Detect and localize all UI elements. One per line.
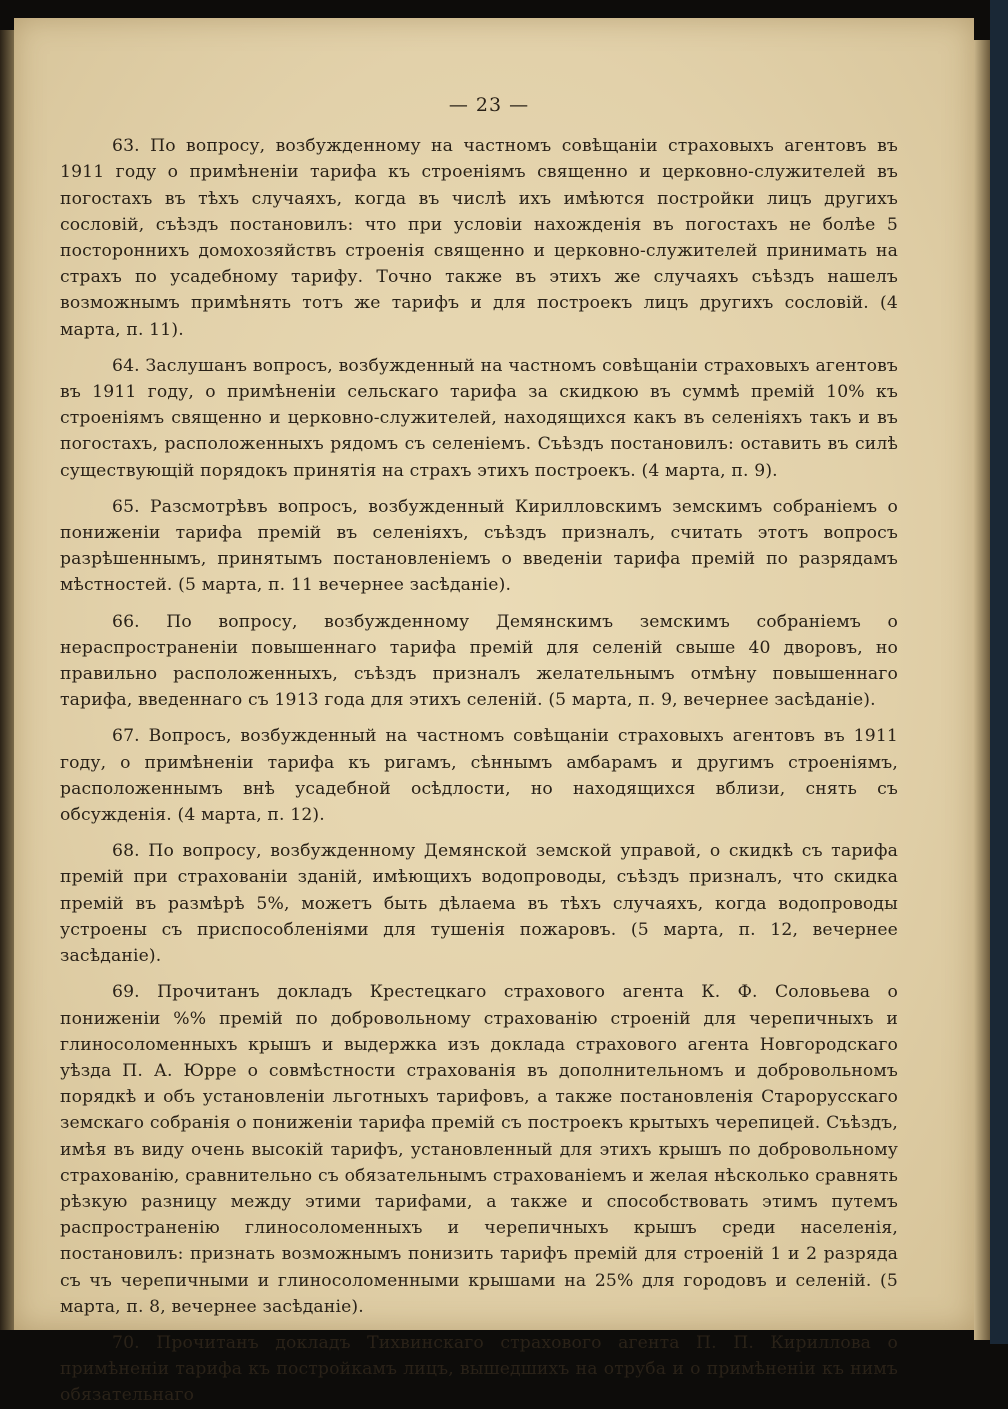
paragraph-67: 67. Вопросъ, возбужденный на частномъ совѣщаніи страховыхъ агентовъ въ 1911 году, о примѣненіи тарифа къ ригамъ, сѣннымъ амбарамъ и другимъ строеніямъ, расположеннымъ внѣ усадебной осѣдлости, но находящихся вблизи, снять съ обсужденія. (4 марта, п. 12). xyxy=(60,726,898,826)
paragraph-65: 65. Разсмотрѣвъ вопросъ, возбужденный Кирилловскимъ земскимъ собраніемъ о пониженіи тарифа премій въ селеніяхъ, съѣздъ призналъ, считать этотъ вопросъ разрѣшеннымъ, принятымъ постановленіемъ о введеніи тарифа премій по разрядамъ мѣстностей. (5 марта, п. 11 вечернее засѣданіе). xyxy=(60,496,898,596)
page-content xyxy=(60,92,898,1409)
book-spine xyxy=(990,0,1008,1344)
paragraph-64: 64. Заслушанъ вопросъ, возбужденный на частномъ совѣщаніи страховыхъ агентовъ въ 1911 году, о примѣненіи сельскаго тарифа за скидкою въ суммѣ премій 10% къ строеніямъ священно и церковно-служителей, находящихся какъ въ селеніяхъ такъ и въ погостахъ, расположенныхъ рядомъ съ селеніемъ. Съѣздъ постановилъ: оставить въ силѣ существующій порядокъ принятія на страхъ этихъ построекъ. (4 марта, п. 9). xyxy=(60,355,898,481)
paragraph-70: 70. Прочитанъ докладъ Тихвинскаго страхового агента П. П. Кириллова о примѣненіи тарифа къ постройкамъ лицъ, вышедшихъ на отруба и о примѣненіи къ нимъ обязательнаго xyxy=(60,1332,898,1406)
paragraph-63: 63. По вопросу, возбужденному на частномъ совѣщаніи страховыхъ агентовъ въ 1911 году о примѣненіи тарифа къ строеніямъ священно и церковно-служителей въ погостахъ въ тѣхъ случаяхъ, когда въ числѣ ихъ имѣются постройки лицъ другихъ сословій, съѣздъ постановилъ: что при условіи нахожденія въ погостахъ не болѣе 5 постороннихъ домохозяйствъ строенія священно и церковно-служителей принимать на страхъ по усадебному тарифу. Точно также въ этихъ же случаяхъ съѣздъ нашелъ возможнымъ примѣнять тотъ же тарифъ и для построекъ лицъ другихъ сословій. (4 марта, п. 11). xyxy=(60,136,898,340)
paragraph-68: 68. По вопросу, возбужденному Демянской земской управой, о скидкѣ съ тарифа премій при страхованіи зданій, имѣющихъ водопроводы, съѣздъ призналъ, что скидка премій въ размѣрѣ 5%, можетъ быть дѣлаема въ тѣхъ случаяхъ, когда водопроводы устроены съ приспособленіями для тушенія пожаровъ. (5 марта, п. 12, вечернее засѣданіе). xyxy=(60,841,898,967)
paragraph-69: 69. Прочитанъ докладъ Крестецкаго страхового агента К. Ф. Соловьева о пониженіи %% премій по добровольному страхованію строеній для черепичныхъ и глиносоломенныхъ крышъ и выдержка изъ доклада страхового агента Новгородскаго уѣзда П. А. Юрре о совмѣстности страхованія въ дополнительномъ и добровольномъ порядкѣ и объ установленіи льготныхъ тарифовъ, а также постановленія Старорусскаго земскаго собранія о пониженіи тарифа премій съ построекъ крытыхъ черепицей. Съѣздъ, имѣя въ виду очень высокій тарифъ, установленный для этихъ крышъ по добровольному страхованію, сравнительно съ обязательнымъ страхованіемъ и желая нѣсколько сравнять рѣзкую разницу между этими тарифами, а также и способствовать этимъ путемъ распространенію глиносоломенныхъ и черепичныхъ крышъ среди населенія, постановилъ: признать возможнымъ понизить тарифъ премій для строеній 1 и 2 разряда съ чъ черепичными и глиносоломенными крышами на 25% для городовъ и селеній. (5 марта, п. 8, вечернее засѣданіе). xyxy=(60,982,898,1317)
page-number: — 23 — xyxy=(448,94,530,116)
paragraph-66: 66. По вопросу, возбужденному Демянскимъ земскимъ собраніемъ о нераспространеніи повышеннаго тарифа премій для селеній свыше 40 дворовъ, но правильно расположенныхъ, съѣздъ призналъ желательнымъ отмѣну повышеннаго тарифа, введеннаго съ 1913 года для этихъ селеній. (5 марта, п. 9, вечернее засѣданіе). xyxy=(60,611,898,711)
right-page-edge xyxy=(974,40,990,1340)
left-page-edge xyxy=(0,30,14,1330)
